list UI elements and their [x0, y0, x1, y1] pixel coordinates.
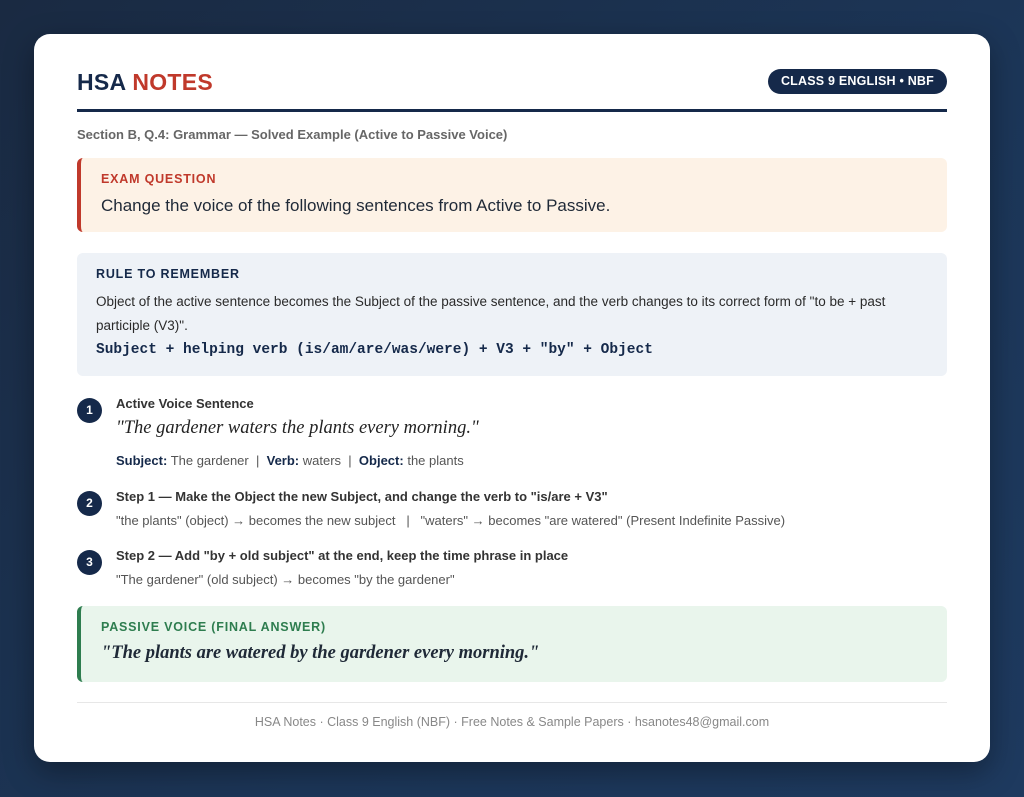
final-answer-box [77, 606, 947, 682]
step-number-badge: 1 [77, 398, 102, 423]
final-answer-text: "The plants are watered by the gardener every morning." [101, 643, 540, 663]
step-number-badge: 2 [77, 491, 102, 516]
step-2 [77, 489, 947, 533]
subject-value: The gardener [170, 453, 249, 468]
step-number-badge: 3 [77, 550, 102, 575]
rule-box [77, 253, 947, 376]
object-value: the plants [407, 453, 464, 468]
step-description: "the plants" (object) → becomes the new subject | "waters" → becomes "are watered" (Present Indefinite Passive) [116, 513, 786, 528]
header [77, 69, 947, 112]
section-subtitle: Section B, Q.4: Grammar — Solved Example (Active to Passive Voice) [77, 127, 508, 142]
brand-logo [77, 69, 213, 96]
exam-question-label: EXAM QUESTION [101, 172, 217, 186]
step-title: Step 2 — Add "by + old subject" at the end, keep the time phrase in place [116, 548, 569, 563]
rule-text: Object of the active sentence becomes the Subject of the passive sentence, and the verb changes to its correct form of "to be + past participle (V3)". [96, 294, 886, 333]
step-description: "The gardener" (old subject) → becomes "by the gardener" [116, 572, 455, 587]
notes-card [34, 34, 990, 762]
verb-value: waters [302, 453, 342, 468]
verb-key: Verb: [266, 453, 300, 468]
rule-label: RULE TO REMEMBER [96, 267, 240, 281]
step-3 [77, 548, 947, 592]
sentence-parts [116, 453, 464, 468]
subject-key: Subject: [116, 453, 168, 468]
footer-text: HSA Notes · Class 9 English (NBF) · Free Notes & Sample Papers · hsanotes48@gmail.com [254, 715, 770, 729]
active-sentence: "The gardener waters the plants every morning." [116, 418, 479, 438]
brand-part1: HSA [77, 69, 126, 95]
brand-part2: NOTES [132, 69, 214, 95]
exam-question-box [77, 158, 947, 232]
exam-question-text: Change the voice of the following sentences from Active to Passive. [101, 196, 611, 215]
parts-separator: | [255, 453, 260, 468]
object-key: Object: [358, 453, 404, 468]
rule-formula: Subject + helping verb (is/am/are/was/were) + V3 + "by" + Object [96, 342, 653, 358]
final-answer-label: PASSIVE VOICE (FINAL ANSWER) [101, 620, 326, 634]
step-1 [77, 396, 947, 476]
step-title: Active Voice Sentence [116, 396, 254, 411]
parts-separator: | [348, 453, 352, 468]
step-title: Step 1 — Make the Object the new Subject, and change the verb to "is/are + V3" [116, 489, 608, 504]
footer-divider [77, 702, 947, 703]
class-badge: CLASS 9 ENGLISH • NBF [768, 69, 947, 94]
